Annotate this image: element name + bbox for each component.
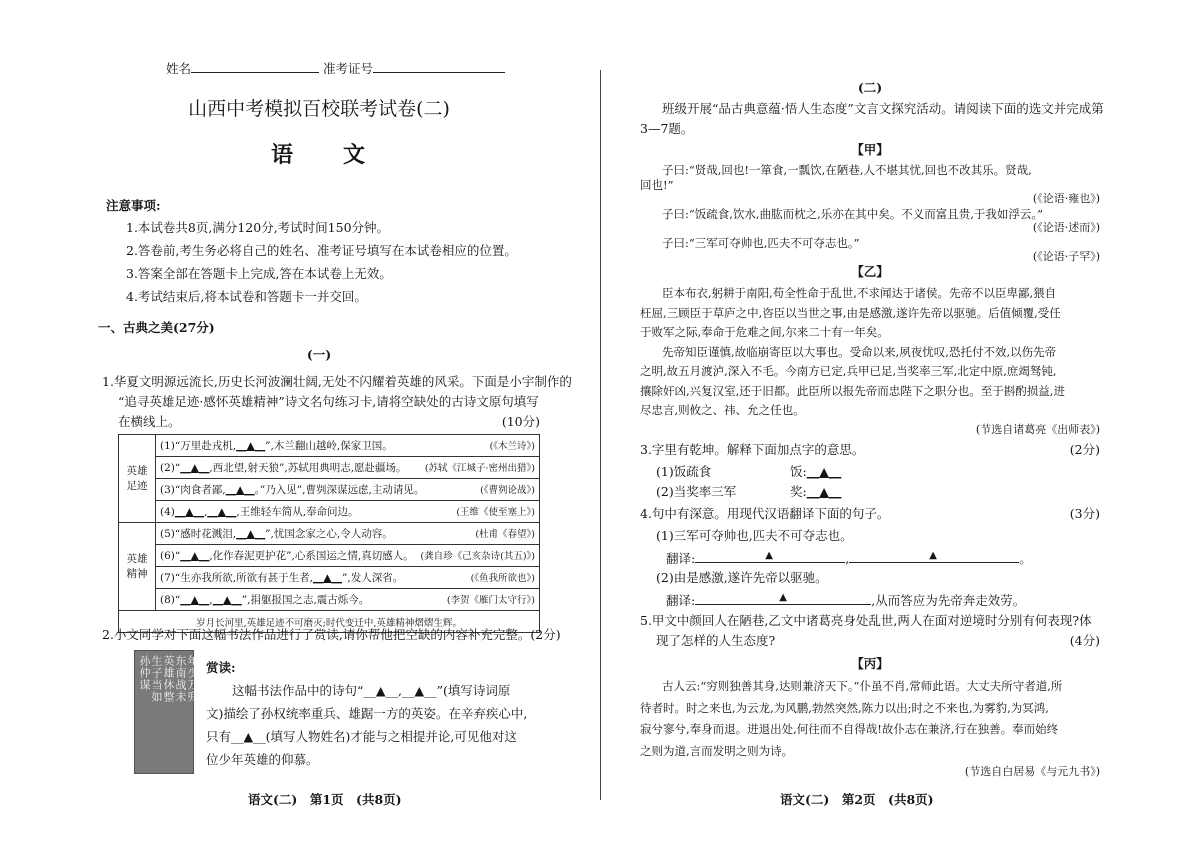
note-item: 3.答案全部在答题卡上完成,答在本试卷上无效。 — [126, 266, 392, 281]
question-1-line: 在横线上。 — [118, 414, 181, 429]
question-4: 4.句中有深意。用现代汉语翻译下面的句子。 — [640, 506, 890, 521]
question-5-line: 5.甲文中颜回人在陋巷,乙文中诸葛亮身处乱世,两人在面对逆境时分别有何表现?体 — [640, 613, 1092, 628]
source-citation: (王维《使至塞上》) — [456, 507, 535, 518]
answer-line[interactable]: ▲ — [695, 550, 845, 563]
category-cell — [119, 523, 156, 611]
question-3-score: (2分) — [1069, 442, 1100, 457]
passage-line: 尽忠言,则攸之、祎、允之任也。 — [640, 403, 805, 417]
category-label: 精神 — [126, 567, 148, 580]
blank-marker: ▲ — [190, 594, 199, 606]
appreciation-line: 这幅书法作品中的诗句“__▲__,__▲__”(填写诗词原 — [232, 683, 511, 698]
note-item: 4.考试结束后,将本试卷和答题卡一并交回。 — [126, 289, 367, 304]
table-row — [119, 457, 540, 479]
answer-line[interactable]: ▲ — [695, 592, 871, 605]
table-row — [119, 545, 540, 567]
appreciation-line: 文)描绘了孙权统率重兵、雄踞一方的英姿。在辛弃疾心中, — [206, 706, 528, 721]
note-item: 1.本试卷共8页,满分120分,考试时间150分钟。 — [126, 220, 390, 235]
part-heading: (二) — [857, 80, 883, 95]
appreciation-line: 只有__▲__(填写人物姓名)才能与之相提并论,可见他对这 — [206, 729, 517, 744]
appreciation-line: 位少年英雄的仰慕。 — [206, 752, 319, 767]
calligraphy-column: 东南战未 — [174, 655, 187, 703]
q4-sentence: (1)三军可夺帅也,匹夫不可夺志也。 — [656, 528, 853, 543]
item-text: (3)“肉食者鄙, — [160, 484, 226, 496]
table-row — [119, 567, 540, 589]
item-text: ”,木兰翻山越岭,保家卫国。 — [265, 440, 393, 452]
blank-marker: ▲ — [819, 464, 829, 479]
page-divider — [600, 70, 601, 800]
blank-marker: ▲ — [190, 550, 199, 562]
poem-practice-table — [118, 434, 540, 633]
item-text: ,化作春泥更护花”,心系国运之情,真切感人。 — [209, 550, 414, 562]
passage-line: 臣本布衣,躬耕于南阳,苟全性命于乱世,不求闻达于诸侯。先帝不以臣卑鄙,猥自 — [662, 286, 1057, 300]
passage-line: 寂兮寥兮,奉身而退。进退出处,何往而不自得哉!故仆志在兼济,行在独善。奉而始终 — [640, 722, 1059, 736]
left-page — [98, 0, 572, 849]
text-bing-heading: 【丙】 — [851, 656, 889, 671]
item-text: , — [203, 506, 208, 518]
text-yi-heading: 【乙】 — [851, 264, 889, 279]
table-row — [119, 479, 540, 501]
calligraphy-image — [134, 650, 199, 774]
passage-line: 古人云:“穷则独善其身,达则兼济天下。”仆虽不肖,常师此语。大丈夫所守者道,所 — [662, 679, 1063, 693]
section-heading: 一、古典之美(27分) — [98, 320, 215, 335]
passage-line: 待者时。时之来也,为云龙,为风鹏,勃然突然,陈力以出;时之不来也,为雾豹,为冥鸿, — [640, 700, 1049, 715]
table-cell — [156, 479, 540, 501]
question-4-score: (3分) — [1069, 506, 1100, 521]
passage-line: 枉屈,三顾臣于草庐之中,咨臣以当世之事,由是感激,遂许先帝以驱驰。后值倾覆,受任 — [640, 305, 1061, 320]
answer-blank[interactable]: __▲__ — [225, 484, 255, 496]
note-item: 2.答卷前,考生务必将自己的姓名、准考证号填写在本试卷相应的位置。 — [126, 243, 517, 258]
passage-citation: (《论语·述而》) — [1032, 221, 1100, 234]
item-text: (2)“ — [160, 462, 181, 474]
right-page — [640, 0, 1104, 849]
item-text: (7)“生亦我所欲,所欲有甚于生者, — [160, 572, 313, 584]
blank-marker: ▲ — [190, 462, 199, 474]
name-field — [166, 60, 505, 77]
question-5-line: 现了怎样的人生态度? — [656, 633, 776, 648]
subject-title: 语 文 — [270, 142, 367, 168]
blank-marker: ▲ — [819, 484, 829, 499]
passage-citation: (节选自诸葛亮《出师表》) — [975, 422, 1100, 436]
table-row — [119, 435, 540, 457]
passage-line: 回也!” — [640, 177, 674, 192]
category-cell — [119, 435, 156, 523]
item-text: ,王维轻车简从,奉命问边。 — [236, 506, 359, 518]
table-row — [119, 589, 540, 611]
answer-blank[interactable]: __▲__ — [212, 594, 242, 606]
id-label: 准考证号 — [323, 61, 374, 76]
page-footer: 语文(二) 第1页 (共8页) — [248, 792, 402, 807]
table-cell — [156, 567, 540, 589]
calligraphy-column: 英雄休整 — [162, 655, 175, 703]
q3-label: 奖: — [790, 484, 807, 499]
answer-line[interactable]: ▲ — [849, 550, 1019, 563]
passage-citation: (节选自白居易《与元九书》) — [964, 765, 1100, 778]
translate-label: 翻译: — [666, 593, 696, 608]
passage-line: 先帝知臣谨慎,故临崩寄臣以大事也。受命以来,夙夜忧叹,恐托付不效,以伤先帝 — [662, 344, 1057, 359]
name-label: 姓名 — [166, 61, 192, 76]
table-row — [119, 523, 540, 545]
item-text: (4) — [160, 506, 175, 518]
q3-answer — [790, 484, 841, 500]
answer-blank[interactable]: __▲__ — [806, 484, 842, 499]
q3-item: (2)当奖率三军 — [656, 484, 737, 499]
answer-blank[interactable]: __▲__ — [312, 572, 342, 584]
appreciation-heading: 赏读: — [206, 660, 236, 675]
passage-line: 子曰:“贤哉,回也!一箪食,一瓢饮,在陋巷,人不堪其忧,回也不改其乐。贤哉, — [662, 163, 1032, 177]
page-footer: 语文(二) 第2页 (共8页) — [780, 792, 934, 807]
answer-blank[interactable]: __▲__ — [180, 550, 210, 562]
item-text: , — [209, 594, 213, 606]
table-row — [119, 501, 540, 523]
translate-label: 翻译: — [666, 551, 696, 566]
item-text: ”,忧国念家之心,令人动容。 — [265, 528, 393, 540]
item-text: (6)“ — [160, 550, 181, 562]
passage-line: 攘除奸凶,兴复汉室,还于旧都。此臣所以报先帝而忠陛下之职分也。至于斟酌损益,进 — [640, 383, 1065, 398]
blank-marker: ▲ — [185, 506, 194, 518]
answer-blank[interactable]: __▲__ — [236, 440, 266, 452]
table-cell — [156, 457, 540, 479]
table-footer: 岁月长河里,英雄足迹不可磨灭;时代变迁中,英雄精神熠熠生辉。 — [119, 611, 540, 633]
item-text: (5)“感时花溅泪, — [160, 528, 237, 540]
source-citation: (《曹刿论战》) — [480, 485, 535, 496]
question-2: 2.小文同学对下面这幅书法作品进行了赏读,请你帮他把空缺的内容补充完整。(2分) — [102, 627, 561, 642]
question-3: 3.字里有乾坤。解释下面加点字的意思。 — [640, 442, 865, 457]
intro-line: 班级开展“品古典意蕴·悟人生态度”文言文探究活动。请阅读下面的选文并完成第 — [662, 101, 1104, 116]
notes-heading: 注意事项: — [106, 198, 161, 213]
source-citation: (《木兰诗》) — [489, 441, 535, 452]
category-label: 英雄 — [126, 464, 148, 477]
translation-line: 翻译: ▲ , ▲ 。 — [666, 550, 1032, 566]
intro-line: 3—7题。 — [640, 121, 694, 136]
answer-blank[interactable]: __▲__ — [180, 594, 210, 606]
q4-sentence: (2)由是感激,遂许先帝以驱驰。 — [656, 570, 828, 585]
item-text: ”,发人深省。 — [342, 572, 404, 584]
source-citation: (《鱼我所欲也》) — [470, 573, 535, 584]
translation-line — [666, 592, 1025, 609]
item-text: ”,捐躯报国之志,震古烁今。 — [241, 594, 370, 606]
answer-blank[interactable]: __▲__ — [174, 506, 204, 518]
passage-line: 之则为道,言而发明之则为诗。 — [640, 743, 794, 758]
category-label: 足迹 — [126, 479, 148, 492]
passage-citation: (《论语·子罕》) — [1032, 250, 1100, 263]
answer-blank[interactable]: __▲__ — [207, 506, 237, 518]
name-line — [191, 60, 319, 73]
blank-marker: ▲ — [223, 594, 232, 606]
exam-title: 山西中考模拟百校联考试卷(二) — [188, 98, 450, 120]
table-cell — [156, 545, 540, 567]
answer-blank[interactable]: __▲__ — [236, 528, 266, 540]
calligraphy-column: 孙仲谋 — [138, 655, 151, 691]
passage-line: 子曰:“饭疏食,饮水,曲肱而枕之,乐亦在其中矣。不义而富且贵,于我如浮云。” — [662, 206, 1044, 221]
passage-line: 之明,故五月渡泸,深入不毛。今南方已定,兵甲已足,当奖率三军,北定中原,庶竭驽钝, — [640, 364, 1057, 378]
item-text: (1)“万里赴戎机, — [160, 440, 237, 452]
blank-marker: ▲ — [217, 506, 226, 518]
table-cell — [156, 589, 540, 611]
table-cell — [156, 523, 540, 545]
item-text: ,西北望,射天狼”,苏轼用典明志,愿赴疆场。 — [209, 462, 407, 474]
item-text: 。”乃入见”,曹刿深谋远虑,主动请见。 — [254, 484, 425, 496]
question-1-line: 1.华夏文明源远流长,历史长河波澜壮阔,无处不闪耀着英雄的风采。下面是小宇制作的 — [102, 374, 572, 389]
answer-blank[interactable]: __▲__ — [180, 462, 210, 474]
category-label: 英雄 — [126, 552, 148, 565]
q3-item: (1)饭疏食 — [656, 464, 712, 479]
question-1-line: “追寻英雄足迹·感怀英雄精神”诗文名句练习卡,请将空缺处的古诗文原句填写 — [118, 394, 539, 409]
q4-tail: ,从而答应为先帝奔走效劳。 — [871, 593, 1026, 608]
blank-marker: ▲ — [323, 572, 332, 584]
calligraphy-column: 生子当如 — [150, 655, 163, 703]
source-citation: (李贺《雁门太守行》) — [446, 595, 535, 606]
blank-marker: ▲ — [236, 484, 245, 496]
answer-blank[interactable]: __▲__ — [806, 464, 842, 479]
table-cell — [156, 435, 540, 457]
q3-answer — [790, 464, 841, 480]
part-heading: (一) — [306, 347, 332, 362]
passage-citation: (《论语·雍也》) — [1032, 192, 1100, 205]
text-jia-heading: 【甲】 — [851, 142, 889, 157]
passage-line: 子曰:“三军可夺帅也,匹夫不可夺志也。” — [662, 235, 860, 250]
item-text: (8)“ — [160, 594, 181, 606]
id-line — [373, 60, 505, 73]
source-citation: (龚自珍《己亥杂诗(其五)》) — [420, 551, 535, 562]
passage-line: 于败军之际,奉命于危难之间,尔来二十有一年矣。 — [640, 325, 889, 339]
source-citation: (杜甫《春望》) — [475, 529, 535, 540]
question-1-score: (10分) — [501, 414, 540, 429]
source-citation: (苏轼《江城子·密州出猎》) — [424, 463, 535, 474]
q3-label: 饭: — [790, 464, 807, 479]
calligraphy-column: 年少万兜 — [186, 655, 199, 703]
blank-marker: ▲ — [246, 440, 255, 452]
blank-marker: ▲ — [246, 528, 255, 540]
question-5-score: (4分) — [1069, 633, 1100, 648]
table-cell — [156, 501, 540, 523]
